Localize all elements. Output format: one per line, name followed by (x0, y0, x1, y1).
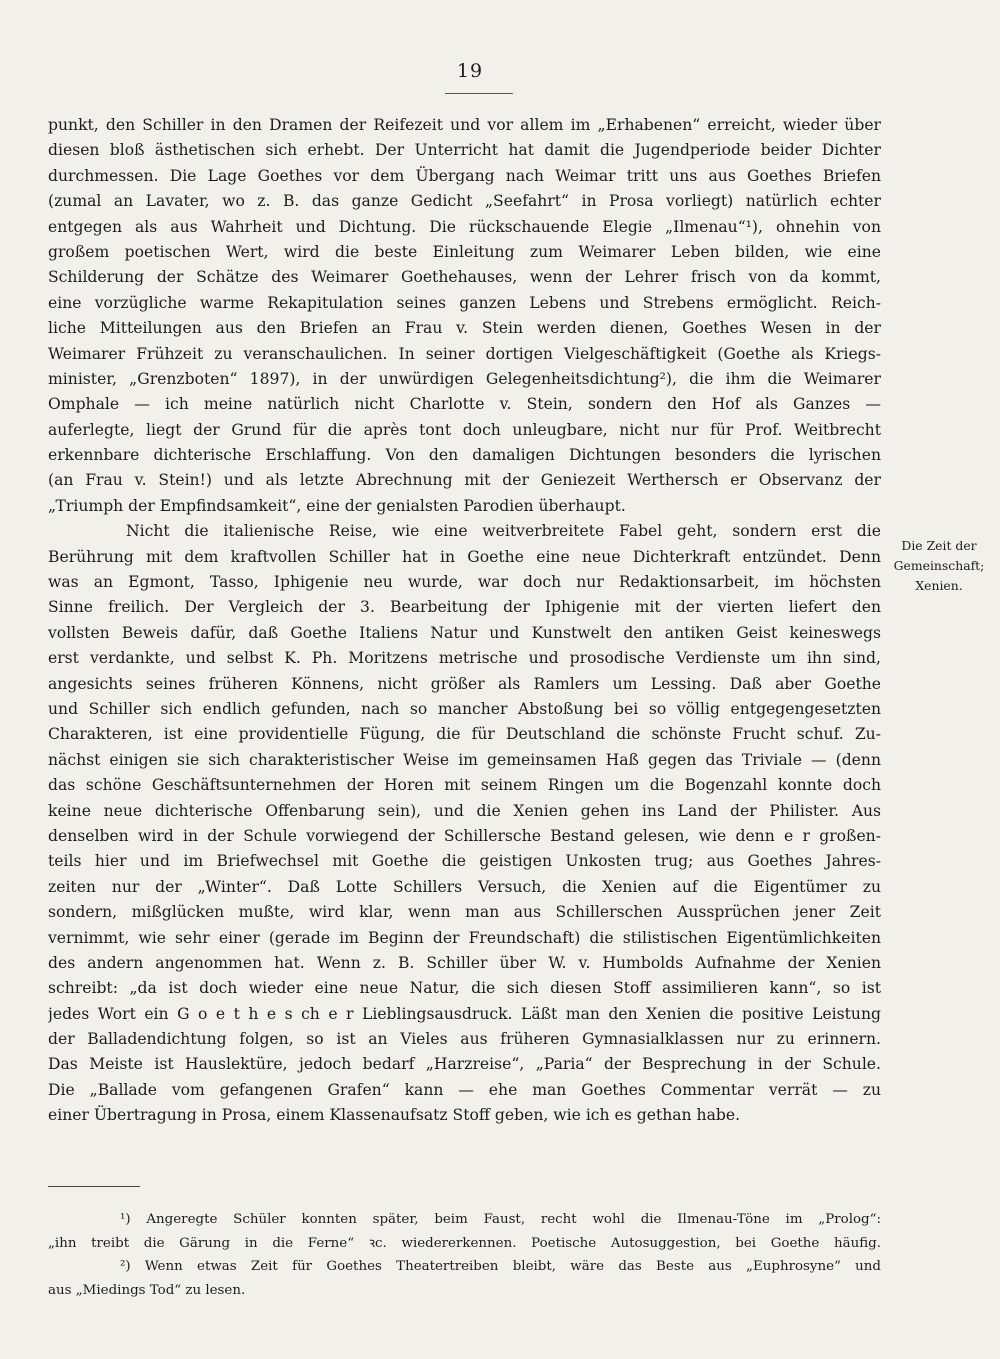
text-line: jedes Wort ein G o e t h e s ch e r Lieblingsausdruck. Läßt man den Xenien die positive Leistung (48, 1004, 881, 1023)
text-line: der Balladendichtung folgen, so ist an Vieles aus früheren Gymnasialklassen nur zu erinnern. (48, 1030, 881, 1049)
page-number: 19 (456, 60, 484, 82)
footnote-line: ¹) Angeregte Schüler konnten später, beim Faust, recht wohl die Ilmenau-Töne im „Prolog“: (120, 1212, 881, 1227)
footnote-line: ²) Wenn etwas Zeit für Goethes Theatertreiben bleibt, wäre das Beste aus „Euphrosyne“ und (120, 1259, 881, 1274)
footnote-line: aus „Miedings Tod“ zu lesen. (48, 1282, 246, 1298)
text-line: Sinne freilich. Der Vergleich der 3. Bearbeitung der Iphigenie mit der vierten liefert den (48, 598, 881, 617)
text-line: Omphale — ich meine natürlich nicht Charlotte v. Stein, sondern den Hof als Ganzes — (48, 395, 881, 414)
text-line: Schilderung der Schätze des Weimarer Goethehauses, wenn der Lehrer frisch von da kommt, (48, 268, 881, 287)
text-line: erst verdankte, und selbst K. Ph. Moritzens metrische und prosodische Verdienste um ihn sind, (48, 649, 881, 668)
text-line: auferlegte, liegt der Grund für die après tont doch unleugbare, nicht nur für Prof. Weitbrecht (48, 420, 881, 439)
text-line: punkt, den Schiller in den Dramen der Reifezeit und vor allem im „Erhabenen“ erreicht, wieder über (48, 116, 881, 134)
marginal-note-line: Gemeinschaft; (893, 558, 985, 573)
text-line: minister, „Grenzboten“ 1897), in der unwürdigen Gelegenheitsdichtung²), die ihm die Weimarer (48, 369, 881, 388)
text-line: (an Frau v. Stein!) und als letzte Abrechnung mit der Geniezeit Werthersch er Observanz der (48, 471, 881, 490)
text-line: großem poetischen Wert, wird die beste Einleitung zum Weimarer Leben bilden, wie eine (48, 242, 881, 261)
text-line: (zumal an Lavater, wo z. B. das ganze Gedicht „Seefahrt“ in Prosa vorliegt) natürlich echter (48, 192, 881, 211)
text-line: sondern, mißglücken mußte, wird klar, wenn man aus Schillerschen Aussprüchen jener Zeit (48, 903, 881, 922)
text-line: entgegen als aus Wahrheit und Dichtung. Die rückschauende Elegie „Ilmenau“¹), ohnehin von (48, 217, 881, 236)
text-line: nächst einigen sie sich charakteristischer Weise im gemeinsamen Haß gegen das Triviale — (denn (48, 750, 881, 769)
text-line: Weimarer Frühzeit zu veranschaulichen. In seiner dortigen Vielgeschäftigkeit (Goethe als Kriegs- (48, 344, 881, 363)
footnote-line: „ihn treibt die Gärung in die Ferne“ ꝛc. wiedererkennen. Poetische Autosuggestion, bei Goethe häufig. (48, 1235, 881, 1251)
text-line: zeiten nur der „Winter“. Daß Lotte Schillers Versuch, die Xenien auf die Eigentümer zu (48, 877, 881, 896)
footnotes (48, 1208, 881, 1302)
text-line: diesen bloß ästhetischen sich erhebt. Der Unterricht hat damit die Jugendperiode beider Dichter (48, 141, 881, 160)
text-line: Das Meiste ist Hauslektüre, jedoch bedarf „Harzreise“, „Paria“ der Besprechung in der Schule. (48, 1055, 881, 1074)
text-line: das schöne Geschäftsunternehmen der Horen mit seinem Ringen um die Bogenzahl konnte doch (48, 776, 881, 795)
text-line: vollsten Beweis dafür, daß Goethe Italiens Natur und Kunstwelt den antiken Geist keineswegs (48, 623, 881, 642)
main-text (48, 113, 881, 1129)
text-line: des andern angenommen hat. Wenn z. B. Schiller über W. v. Humbolds Aufnahme der Xenien (48, 953, 881, 972)
text-line: und Schiller sich endlich gefunden, nach so mancher Abstoßung bei so völlig entgegengesetzten (48, 699, 881, 718)
text-line: was an Egmont, Tasso, Iphigenie neu wurde, war doch nur Redaktionsarbeit, im höchsten (48, 573, 881, 592)
header-rule (445, 93, 513, 94)
text-line: eine vorzügliche warme Rekapitulation seines ganzen Lebens und Strebens ermöglicht. Reich- (48, 293, 881, 312)
paragraph-start-line: Nicht die italienische Reise, wie eine weitverbreitete Fabel geht, sondern erst die (126, 522, 881, 541)
text-line: teils hier und im Briefwechsel mit Goethe die geistigen Unkosten trug; aus Goethes Jahres- (48, 852, 881, 871)
text-line: erkennbare dichterische Erschlaffung. Von den damaligen Dichtungen besonders die lyrischen (48, 446, 881, 465)
text-line: vernimmt, wie sehr einer (gerade im Beginn der Freundschaft) die stilistischen Eigentümlichkeiten (48, 928, 881, 947)
text-line: keine neue dichterische Offenbarung sein), und die Xenien gehen ins Land der Philister. Aus (48, 801, 881, 820)
marginal-note-line: Xenien. (915, 578, 963, 593)
footnote-rule (48, 1186, 140, 1187)
marginal-note (884, 536, 994, 596)
text-line: Charakteren, ist eine providentielle Fügung, die für Deutschland die schönste Frucht schuf. Zu- (48, 725, 881, 744)
marginal-note-line: Die Zeit der (901, 538, 977, 553)
text-line: schreibt: „da ist doch wieder eine neue Natur, die sich diesen Stoff assimilieren kann“, so ist (48, 979, 881, 998)
text-line: durchmessen. Die Lage Goethes vor dem Übergang nach Weimar tritt uns aus Goethes Briefen (48, 166, 881, 185)
text-line: angesichts seines früheren Könnens, nicht größer als Ramlers um Lessing. Daß aber Goethe (48, 674, 881, 693)
text-line: Berührung mit dem kraftvollen Schiller hat in Goethe eine neue Dichterkraft entzündet. Denn (48, 547, 881, 566)
text-line: „Triumph der Empfindsamkeit“, eine der genialsten Parodien überhaupt. (48, 496, 626, 515)
text-line: einer Übertragung in Prosa, einem Klassenaufsatz Stoff geben, wie ich es gethan habe. (48, 1106, 741, 1125)
text-line: Die „Ballade vom gefangenen Grafen“ kann — ehe man Goethes Commentar verrät — zu (48, 1080, 881, 1099)
text-line: liche Mitteilungen aus den Briefen an Frau v. Stein werden dienen, Goethes Wesen in der (48, 319, 881, 338)
text-line: denselben wird in der Schule vorwiegend der Schillersche Bestand gelesen, wie denn e r großen- (48, 826, 881, 845)
